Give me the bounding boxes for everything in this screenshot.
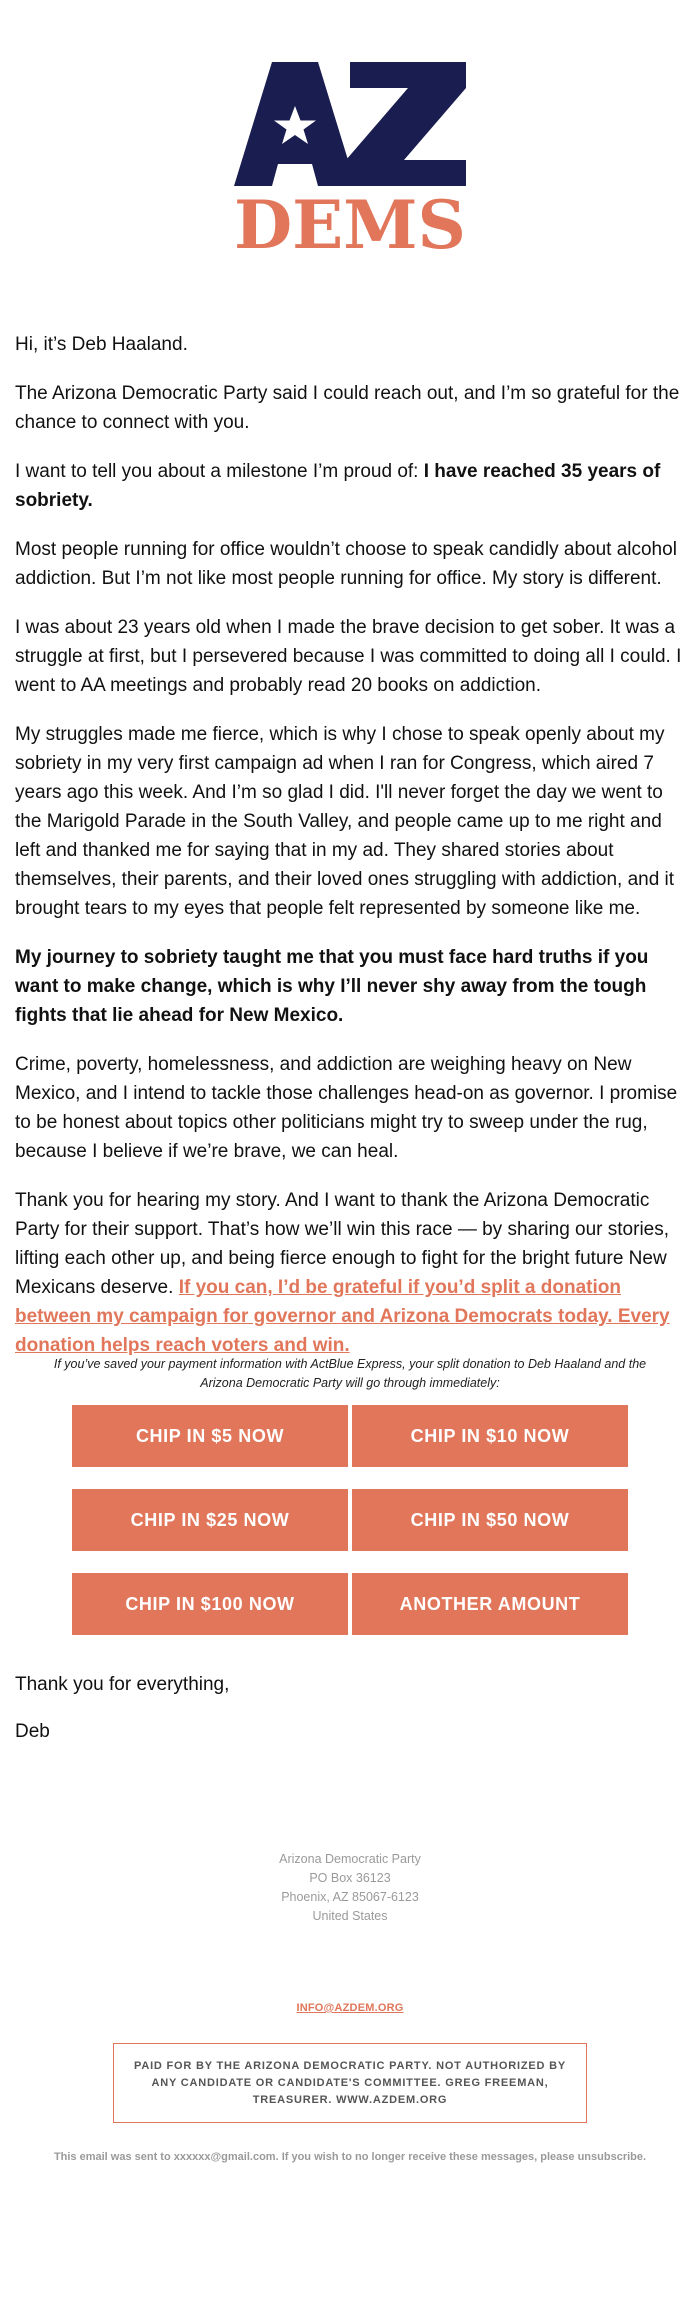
signoff-thanks: Thank you for everything, <box>15 1674 230 1695</box>
paragraph-different: Most people running for office wouldn’t choose to speak candidly about alcohol addiction. But I’m not like most people running for office. My story is different. <box>15 539 677 589</box>
milestone-bold: I have reached 35 years of sobriety. <box>15 461 661 511</box>
unsubscribe-note[interactable]: This email was sent to xxxxxx@gmail.com. If you wish to no longer receive these messages, please unsubscribe. <box>53 2151 647 2163</box>
another-amount-button[interactable]: ANOTHER AMOUNT <box>352 1573 628 1635</box>
actblue-note: If you’ve saved your payment information with ActBlue Express, your split donation to Deb Haaland and the Arizona Democratic Party will go through immediately: <box>53 1357 647 1390</box>
address-country: United States <box>312 1909 388 1923</box>
svg-text:DEMS: DEMS <box>234 186 466 260</box>
az-dems-logo <box>232 62 468 260</box>
chip-in-25-button[interactable]: CHIP IN $25 NOW <box>72 1489 348 1551</box>
paragraph-thank-you <box>15 1186 685 1360</box>
mailing-address <box>0 1850 700 1926</box>
address-po-box: PO Box 36123 <box>309 1871 391 1885</box>
milestone-lead: I want to tell you about a milestone I’m proud of: <box>15 461 424 482</box>
thank-you-lead: Thank you for hearing my story. And I want to thank the Arizona Democratic Party for their support. That’s how we’ll win this race — by sharing our stories, lifting each other up, and being fierce enough to fight for the bright future New Mexicans deserve. <box>15 1190 670 1298</box>
signoff-name: Deb <box>15 1721 50 1742</box>
paragraph-campaign-ad: My struggles made me fierce, which is why I chose to speak openly about my sobriety in my very first campaign ad when I ran for Congress, which aired 7 years ago this week. And I’m so glad I did. I'll never forget the day we went to the Marigold Parade in the South Valley, and people came up to me right and left and thanked me for saying that in my ad. They shared stories about themselves, their parents, and their loved ones struggling with addiction, and it brought tears to my eyes that people felt represented by someone like me. <box>15 724 675 919</box>
contact-email-link[interactable]: INFO@AZDEM.ORG <box>296 2002 404 2014</box>
chip-in-50-button[interactable]: CHIP IN $50 NOW <box>352 1489 628 1551</box>
paragraph-intro: The Arizona Democratic Party said I could reach out, and I’m so grateful for the chance to connect with you. <box>15 383 680 433</box>
journey-bold: My journey to sobriety taught me that you must face hard truths if you want to make change, which is why I’ll never shy away from the tough fights that lie ahead for New Mexico. <box>15 947 649 1026</box>
donate-link[interactable]: If you can, I’d be grateful if you’d split a donation between my campaign for governor and Arizona Democrats today. Every donation helps reach voters and win. <box>15 1277 670 1356</box>
donation-buttons <box>72 1405 628 1657</box>
paragraph-milestone <box>15 457 685 515</box>
chip-in-100-button[interactable]: CHIP IN $100 NOW <box>72 1573 348 1635</box>
chip-in-10-button[interactable]: CHIP IN $10 NOW <box>352 1405 628 1467</box>
address-org: Arizona Democratic Party <box>279 1852 421 1866</box>
paragraph-journey <box>15 943 685 1030</box>
greeting: Hi, it’s Deb Haaland. <box>15 334 188 355</box>
paid-for-disclaimer <box>113 2043 587 2123</box>
paragraph-sober-decision: I was about 23 years old when I made the brave decision to get sober. It was a struggle at first, but I persevered because I was committed to doing all I could. I went to AA meetings and probably read 20 books on addiction. <box>15 617 682 696</box>
signoff <box>15 1670 685 1764</box>
paragraph-governor: Crime, poverty, homelessness, and addiction are weighing heavy on New Mexico, and I intend to tackle those challenges head-on as governor. I promise to be honest about topics other politicians might try to sweep under the rug, because I believe if we’re brave, we can heal. <box>15 1054 678 1162</box>
contact-email <box>0 1998 700 2016</box>
chip-in-5-button[interactable]: CHIP IN $5 NOW <box>72 1405 348 1467</box>
disclaimer-text: PAID FOR BY THE ARIZONA DEMOCRATIC PARTY. NOT AUTHORIZED BY ANY CANDIDATE OR CANDIDATE'S COMMITTEE. GREG FREEMAN, TREASURER. WWW.AZDEM.ORG <box>134 2059 566 2106</box>
address-city: Phoenix, AZ 85067-6123 <box>281 1890 419 1904</box>
email-body <box>15 330 685 1380</box>
